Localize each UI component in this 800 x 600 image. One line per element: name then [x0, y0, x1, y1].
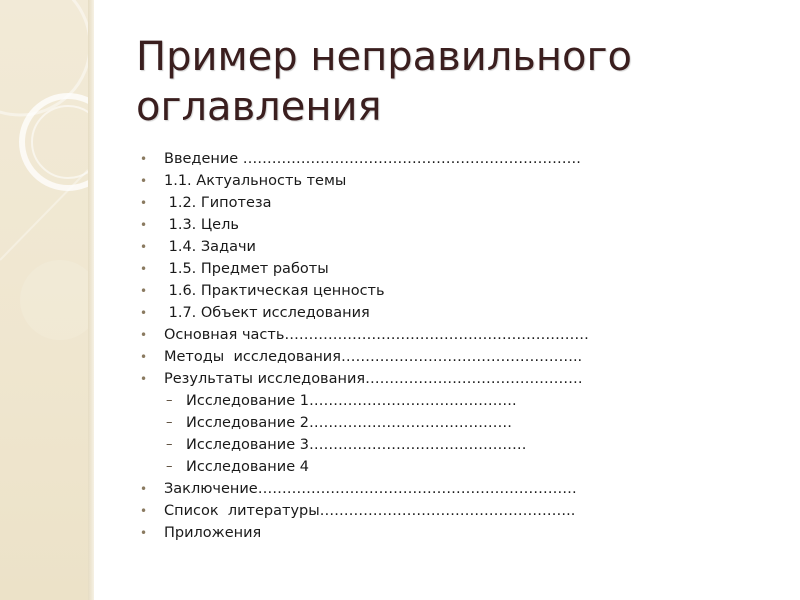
toc-item: • Заключение………………………………………………………… — [136, 478, 756, 500]
toc-subitem: – Исследование 1……………………………………. — [136, 390, 756, 412]
toc-item: • Результаты исследования……………………………………… — [136, 368, 756, 390]
toc-item: • 1.6. Практическая ценность — [136, 280, 756, 302]
toc-item: • 1.7. Объект исследования — [136, 302, 756, 324]
toc-item: • Приложения — [136, 522, 756, 544]
toc-item: • Введение ……………………………………………………………. — [136, 148, 756, 170]
toc-subitem: – Исследование 3……………………………………… — [136, 434, 756, 456]
side-panel-edge — [88, 0, 94, 600]
toc-item: • 1.3. Цель — [136, 214, 756, 236]
page-title: Пример неправильного оглавления — [136, 34, 632, 130]
toc-item: • 1.5. Предмет работы — [136, 258, 756, 280]
toc-subitem: – Исследование 4 — [136, 456, 756, 478]
toc-item: • 1.1. Актуальность темы — [136, 170, 756, 192]
decorative-circles-graphic — [0, 0, 88, 600]
decorative-side-panel — [0, 0, 88, 600]
toc-item: • 1.2. Гипотеза — [136, 192, 756, 214]
toc-item: • Основная часть……………………………………………………… — [136, 324, 756, 346]
toc-item: • Методы исследования………………………………………….. — [136, 346, 756, 368]
toc-list — [136, 148, 756, 544]
toc-item: • 1.4. Задачи — [136, 236, 756, 258]
toc-subitem: – Исследование 2…………………………………… — [136, 412, 756, 434]
toc-item: • Список литературы…………………………………………….. — [136, 500, 756, 522]
